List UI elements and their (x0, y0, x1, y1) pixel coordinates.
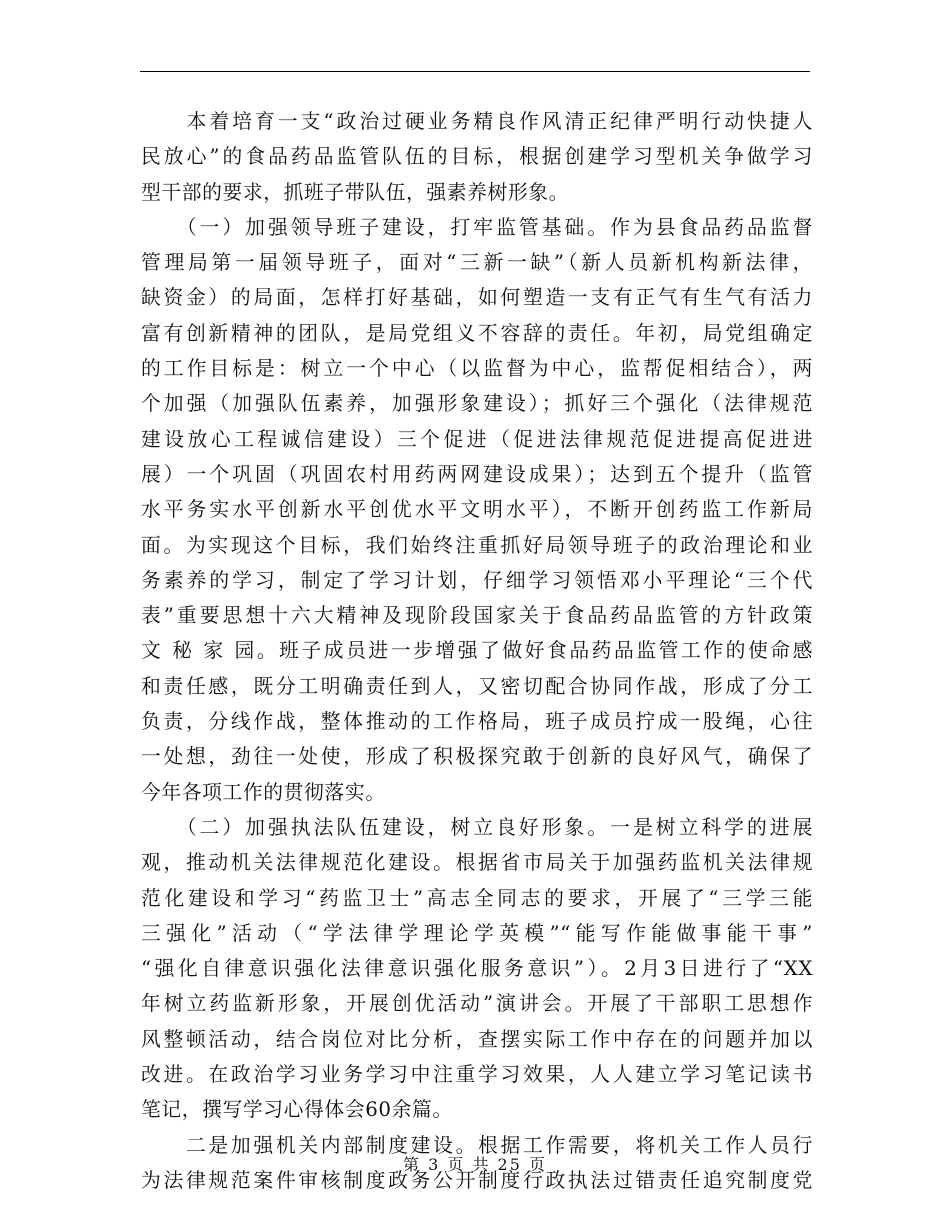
text-line: 一处想，劲往一处使，形成了积极探究敢于创新的良好风气，确保了 (141, 745, 813, 769)
text-line: 负责，分线作战，整体推动的工作格局，班子成员拧成一股绳，心往 (141, 710, 813, 734)
page-number: 第 3 页 共 25 页 (403, 1155, 547, 1174)
text-line: （二）加强执法队伍建设，树立良好形象。一是树立科学的进展 (141, 815, 813, 839)
text-line: （一）加强领导班子建设，打牢监管基础。作为县食品药品监督 (141, 215, 813, 239)
text-line: 展）一个巩固（巩固农村用药两网建设成果）；达到五个提升（监管 (141, 462, 813, 486)
text-line: 风整顿活动，结合岗位对比分析，查摆实际工作中存在的问题并加以 (141, 1027, 813, 1051)
text-line: 改进。在政治学习业务学习中注重学习效果，人人建立学习笔记读书 (141, 1063, 813, 1087)
text-line: 年树立药监新形象，开展创优活动”演讲会。开展了干部职工思想作 (141, 992, 813, 1016)
text-line: 个加强（加强队伍素养，加强形象建设）；抓好三个强化（法律规范 (141, 392, 813, 416)
text-line: 和责任感，既分工明确责任到人，又密切配合协同作战，形成了分工 (141, 674, 813, 698)
header-rule (140, 71, 810, 72)
text-line: 文 秘 家 园。班子成员进一步增强了做好食品药品监管工作的使命感 (141, 639, 813, 663)
text-line: 表”重要思想十六大精神及现阶段国家关于食品药品监管的方针政策 (141, 604, 813, 628)
text-line: 为法律规范案件审核制度政务公开制度行政执法过错责任追究制度党 (141, 1168, 813, 1192)
text-line: 务素养的学习，制定了学习计划，仔细学习领悟邓小平理论“三个代 (141, 568, 813, 592)
document-body (141, 104, 813, 1198)
text-line: 观，推动机关法律规范化建设。根据省市局关于加强药监机关法律规 (141, 851, 813, 875)
text-line: 管理局第一届领导班子，面对“三新一缺”（新人员新机构新法律， (141, 251, 813, 275)
text-line: 缺资金）的局面，怎样打好基础，如何塑造一支有正气有生气有活力 (141, 286, 813, 310)
text-line: 民放心”的食品药品监管队伍的目标，根据创建学习型机关争做学习 (141, 145, 813, 169)
text-line: 二是加强机关内部制度建设。根据工作需要，将机关工作人员行 (141, 1133, 813, 1157)
text-line: 建设放心工程诚信建设）三个促进（促进法律规范促进提高促进进 (141, 427, 813, 451)
text-line: 笔记，撰写学习心得体会60余篇。 (141, 1098, 453, 1122)
text-line: “强化自律意识强化法律意识强化服务意识”）。2月3日进行了“XX (141, 957, 813, 981)
text-line: 范化建设和学习“药监卫士”高志全同志的要求，开展了“三学三能 (141, 886, 813, 910)
text-line: 三强化”活动（“学法律学理论学英模”“能写作能做事能干事” (141, 921, 813, 945)
text-line: 的工作目标是：树立一个中心（以监督为中心，监帮促相结合），两 (141, 357, 813, 381)
text-line: 型干部的要求，抓班子带队伍，强素养树形象。 (141, 180, 570, 204)
text-line: 富有创新精神的团队，是局党组义不容辞的责任。年初，局党组确定 (141, 321, 813, 345)
text-line: 水平务实水平创新水平创优水平文明水平），不断开创药监工作新局 (141, 498, 813, 522)
text-line: 面。为实现这个目标，我们始终注重抓好局领导班子的政治理论和业 (141, 533, 813, 557)
text-line: 今年各项工作的贯彻落实。 (141, 780, 386, 804)
text-line: 本着培育一支“政治过硬业务精良作风清正纪律严明行动快捷人 (141, 110, 813, 133)
